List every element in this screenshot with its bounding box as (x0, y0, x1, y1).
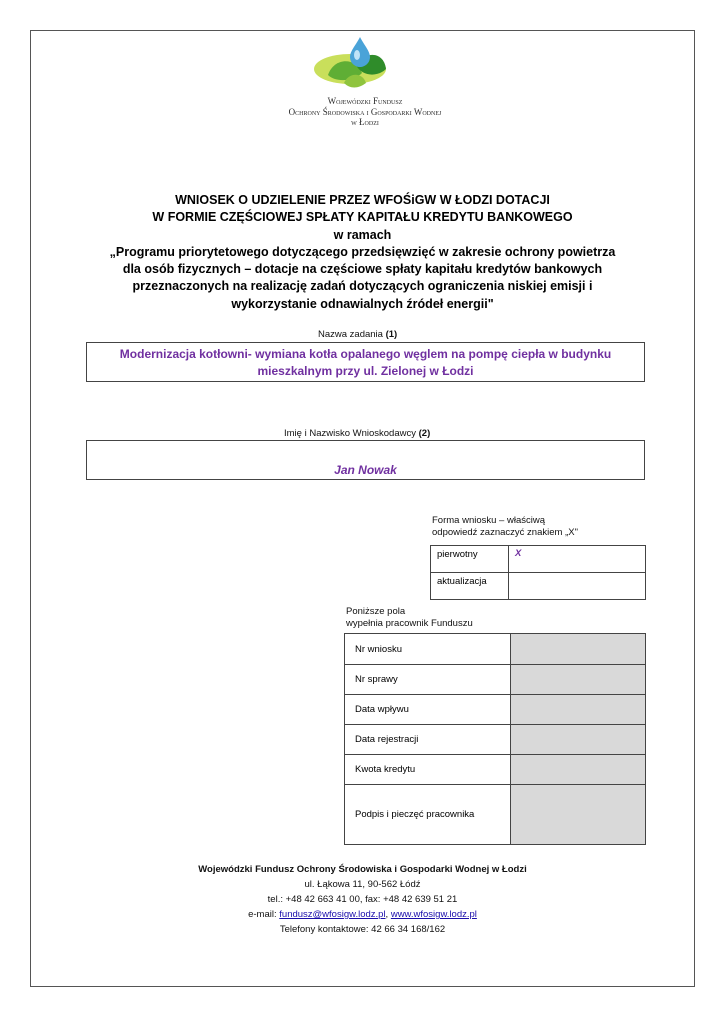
table-row (345, 725, 646, 755)
title-line: wykorzystanie odnawialnych źródeł energii" (231, 296, 494, 311)
applicant-name-field[interactable] (86, 440, 645, 480)
applicant-label-text: Imię i Nazwisko Wnioskodawcy (284, 428, 416, 439)
title-line: przeznaczonych na realizację zadań dotyczących ograniczenia niskiej emisji i (132, 279, 593, 294)
staff-row-value[interactable] (511, 755, 646, 785)
form-type-mark-cell[interactable]: X (509, 546, 646, 573)
task-name-field[interactable] (86, 342, 645, 382)
organization-name (240, 96, 490, 128)
org-line: w Łodzi (351, 117, 379, 127)
form-type-table (430, 545, 646, 600)
applicant-label (284, 428, 430, 439)
table-row (431, 573, 646, 600)
form-type-mark-cell[interactable] (509, 573, 646, 600)
form-type-label-line: Forma wniosku – właściwą (432, 515, 545, 526)
footer-separator: , (385, 909, 389, 920)
form-type-option: aktualizacja (431, 573, 509, 600)
staff-row-value[interactable] (511, 695, 646, 725)
staff-row-value[interactable] (511, 634, 646, 665)
task-value-line: Modernizacja kotłowni- wymiana kotła opalanego węglem na pompę ciepła w budynku (119, 347, 612, 361)
form-type-option: pierwotny (431, 546, 509, 573)
fund-logo (300, 35, 430, 95)
staff-label-line: Poniższe pola (346, 606, 406, 617)
org-line: Wojewódzki Fundusz (327, 96, 403, 106)
footer-address: ul. Łąkowa 11, 90-562 Łódź (304, 879, 421, 890)
title-line: w ramach (333, 227, 392, 242)
staff-row-label: Data rejestracji (345, 725, 511, 755)
org-line: Ochrony Środowiska i Gospodarki Wodnej (288, 106, 442, 117)
form-type-label-line: odpowiedź zaznaczyć znakiem „X" (432, 527, 578, 538)
table-row (345, 634, 646, 665)
staff-section-label (346, 606, 473, 630)
website-link[interactable]: www.wfosigw.lodz.pl (390, 909, 477, 920)
staff-table (344, 633, 646, 845)
task-label-text: Nazwa zadania (318, 329, 383, 340)
title-line: W FORMIE CZĘŚCIOWEJ SPŁATY KAPITAŁU KREDYTU BANKOWEGO (152, 210, 573, 225)
title-line: „Programu priorytetowego dotyczącego przedsięwzięć w zakresie ochrony powietrza (109, 244, 616, 259)
table-row (345, 665, 646, 695)
staff-row-label: Nr sprawy (345, 665, 511, 695)
task-name-label (318, 329, 397, 340)
staff-row-label: Nr wniosku (345, 634, 511, 665)
footer (60, 862, 665, 937)
staff-row-value[interactable] (511, 725, 646, 755)
staff-row-value[interactable] (511, 665, 646, 695)
table-row (345, 695, 646, 725)
title-line: WNIOSEK O UDZIELENIE PRZEZ WFOŚiGW W ŁODZI DOTACJI (175, 193, 550, 207)
footer-org-name: Wojewódzki Fundusz Ochrony Środowiska i Gospodarki Wodnej w Łodzi (198, 864, 527, 875)
email-link[interactable]: fundusz@wfosigw.lodz.pl (279, 909, 386, 920)
table-row (431, 546, 646, 573)
task-label-number: (1) (385, 329, 398, 340)
footer-email-line (60, 907, 665, 922)
document-title (60, 192, 665, 313)
task-value-line: mieszkalnym przy ul. Zielonej w Łodzi (257, 364, 474, 378)
staff-row-label: Kwota kredytu (345, 755, 511, 785)
footer-contact: Telefony kontaktowe: 42 66 34 168/162 (279, 924, 446, 935)
staff-label-line: wypełnia pracownik Funduszu (346, 618, 473, 629)
form-type-label (432, 515, 578, 539)
footer-email-prefix: e-mail: (248, 909, 277, 920)
table-row (345, 755, 646, 785)
staff-row-label: Podpis i pieczęć pracownika (345, 785, 511, 845)
title-line: dla osób fizycznych – dotacje na częściowe spłaty kapitału kredytów bankowych (122, 262, 603, 277)
applicant-value: Jan Nowak (334, 463, 397, 477)
staff-row-label: Data wpływu (345, 695, 511, 725)
footer-phone: tel.: +48 42 663 41 00, fax: +48 42 639 51 21 (267, 894, 458, 905)
applicant-label-number: (2) (418, 428, 431, 439)
table-row (345, 785, 646, 845)
staff-row-value[interactable] (511, 785, 646, 845)
